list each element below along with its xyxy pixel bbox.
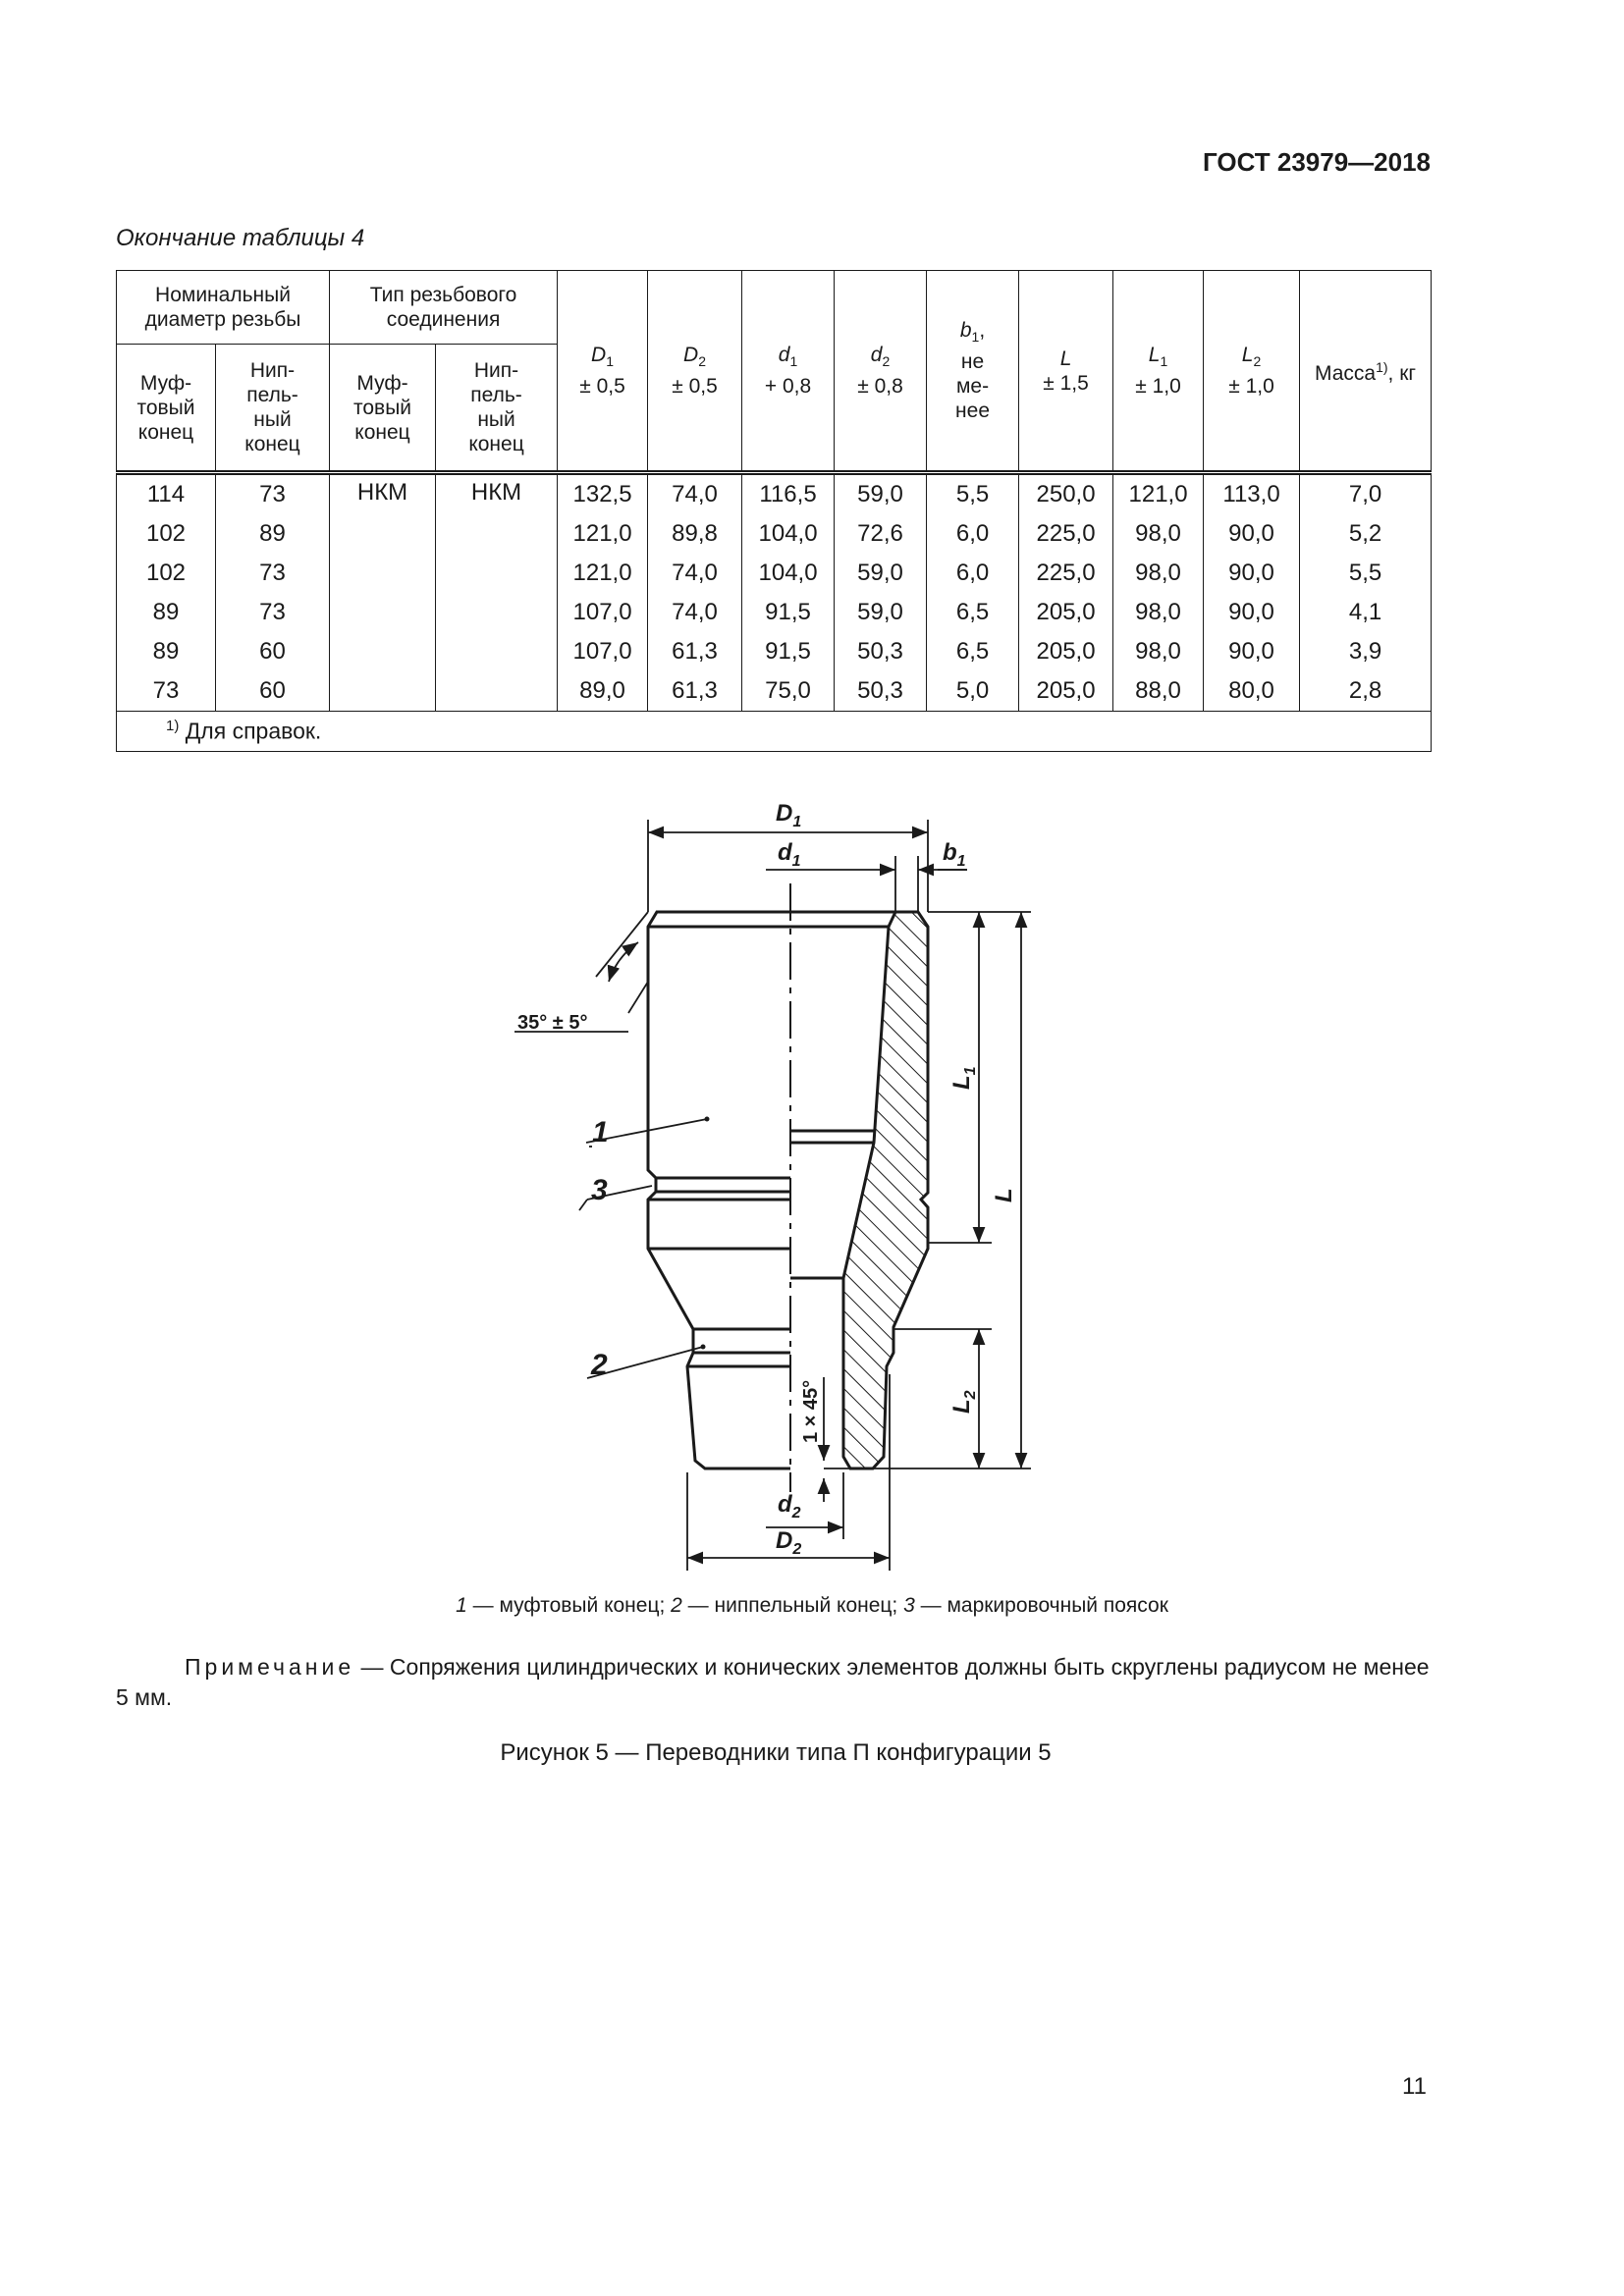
label-L: L [991, 1188, 1017, 1202]
cell-mass: 5,5 [1300, 554, 1432, 593]
cell-L2: 90,0 [1204, 632, 1300, 671]
cell-mass: 5,2 [1300, 514, 1432, 554]
note-text: — Сопряжения цилиндрических и конических элементов должны быть скруглены радиусом не менее 5 мм. [116, 1654, 1430, 1710]
cell-D2: 74,0 [648, 593, 742, 632]
cell-pin-diameter: 73 [216, 473, 330, 515]
cell-L2: 113,0 [1204, 473, 1300, 515]
cell-d1: 104,0 [742, 554, 835, 593]
figure-legend: 1 — муфтовый конец; 2 — ниппельный конец; 3 — маркировочный поясок [456, 1594, 1168, 1617]
cell-L1: 98,0 [1113, 554, 1204, 593]
cell-mass: 4,1 [1300, 593, 1432, 632]
cell-D1: 89,0 [558, 671, 648, 712]
cell-D1: 107,0 [558, 632, 648, 671]
label-L2: $L_2$ [948, 1390, 979, 1414]
cell-box-diameter: 114 [117, 473, 216, 515]
cell-d2: 50,3 [835, 671, 927, 712]
cell-L1: 98,0 [1113, 514, 1204, 554]
cell-d2: 59,0 [835, 473, 927, 515]
cell-d2: 59,0 [835, 593, 927, 632]
cell-b1: 5,0 [927, 671, 1019, 712]
cell-D2: 89,8 [648, 514, 742, 554]
cell-L: 225,0 [1019, 554, 1113, 593]
cell-d1: 116,5 [742, 473, 835, 515]
note-paragraph [116, 1652, 1432, 1713]
cell-b1: 6,0 [927, 514, 1019, 554]
cell-box-diameter: 102 [117, 514, 216, 554]
table-caption: Окончание таблицы 4 [116, 225, 365, 251]
cell-d1: 75,0 [742, 671, 835, 712]
cell-box-diameter: 89 [117, 632, 216, 671]
cell-D2: 61,3 [648, 632, 742, 671]
cell-L2: 80,0 [1204, 671, 1300, 712]
cell-b1: 6,5 [927, 593, 1019, 632]
label-angle: 35° ± 5° [517, 1012, 588, 1034]
cell-D1: 132,5 [558, 473, 648, 515]
cell-box-diameter: 73 [117, 671, 216, 712]
cell-pin-diameter: 73 [216, 554, 330, 593]
cell-d1: 104,0 [742, 514, 835, 554]
label-chamfer: 1 × 45° [800, 1379, 822, 1443]
cell-L2: 90,0 [1204, 554, 1300, 593]
cell-pin-diameter: 60 [216, 632, 330, 671]
header-D2: $D_2$ ± 0,5 [648, 271, 742, 473]
page-number: 11 [1402, 2073, 1427, 2100]
cell-box-diameter: 102 [117, 554, 216, 593]
cell-D1: 121,0 [558, 554, 648, 593]
callout-2: 2 [591, 1349, 608, 1381]
cell-b1: 6,5 [927, 632, 1019, 671]
cell-b1: 6,0 [927, 554, 1019, 593]
cell-L: 205,0 [1019, 671, 1113, 712]
callout-1: 1 [592, 1116, 609, 1148]
label-D1: $D_1$ [776, 800, 802, 830]
cell-pin-diameter: 73 [216, 593, 330, 632]
cell-pin-diameter: 60 [216, 671, 330, 712]
label-D2: $D_2$ [776, 1527, 802, 1558]
cell-D1: 121,0 [558, 514, 648, 554]
cell-d2: 72,6 [835, 514, 927, 554]
callout-3: 3 [591, 1174, 608, 1206]
cell-b1: 5,5 [927, 473, 1019, 515]
header-D1: $D_1$ ± 0,5 [558, 271, 648, 473]
header-pin-end-type: Нип-пель-ный конец [436, 345, 558, 473]
cell-d1: 91,5 [742, 632, 835, 671]
label-L1: $L_1$ [948, 1066, 979, 1090]
cell-L1: 98,0 [1113, 632, 1204, 671]
cell-L1: 98,0 [1113, 593, 1204, 632]
cell-d2: 59,0 [835, 554, 927, 593]
figure-title: Рисунок 5 — Переводники типа П конфигурации 5 [500, 1739, 1052, 1766]
document-header: ГОСТ 23979—2018 [1203, 147, 1431, 177]
cell-L1: 121,0 [1113, 473, 1204, 515]
header-box-end-type: Муф-товый конец [330, 345, 436, 473]
cell-box-thread-type: НКМ [330, 473, 436, 712]
cell-mass: 2,8 [1300, 671, 1432, 712]
cell-L: 225,0 [1019, 514, 1113, 554]
cell-D2: 61,3 [648, 671, 742, 712]
cell-L2: 90,0 [1204, 593, 1300, 632]
cell-L2: 90,0 [1204, 514, 1300, 554]
note-label: Примечание [185, 1654, 355, 1680]
label-b1: $b_1$ [943, 839, 966, 870]
header-d1: $d_1$ + 0,8 [742, 271, 835, 473]
table-footnote: $^{1)}$ Для справок. [117, 712, 1432, 752]
header-d2: $d_2$ ± 0,8 [835, 271, 927, 473]
cell-L: 205,0 [1019, 593, 1113, 632]
label-d1: $d_1$ [778, 839, 801, 870]
cell-D2: 74,0 [648, 554, 742, 593]
cell-pin-diameter: 89 [216, 514, 330, 554]
header-L1: $L_1$ ± 1,0 [1113, 271, 1204, 473]
header-box-end: Муф-товый конец [117, 345, 216, 473]
cell-box-diameter: 89 [117, 593, 216, 632]
label-d2: $d_2$ [778, 1491, 801, 1522]
cell-D2: 74,0 [648, 473, 742, 515]
header-mass: Масса$^{1)}$, кг [1300, 271, 1432, 473]
cell-D1: 107,0 [558, 593, 648, 632]
cell-L: 205,0 [1019, 632, 1113, 671]
header-L: L ± 1,5 [1019, 271, 1113, 473]
header-L2: $L_2$ ± 1,0 [1204, 271, 1300, 473]
header-b1: $b_1$, не ме-нее [927, 271, 1019, 473]
header-pin-end: Нип-пель-ный конец [216, 345, 330, 473]
cell-d1: 91,5 [742, 593, 835, 632]
header-thread-type: Тип резьбового соединения [330, 271, 558, 345]
header-nominal-diameter: Номинальный диаметр резьбы [117, 271, 330, 345]
cell-mass: 7,0 [1300, 473, 1432, 515]
cell-pin-thread-type: НКМ [436, 473, 558, 712]
cell-mass: 3,9 [1300, 632, 1432, 671]
cell-L: 250,0 [1019, 473, 1113, 515]
cell-d2: 50,3 [835, 632, 927, 671]
cell-L1: 88,0 [1113, 671, 1204, 712]
